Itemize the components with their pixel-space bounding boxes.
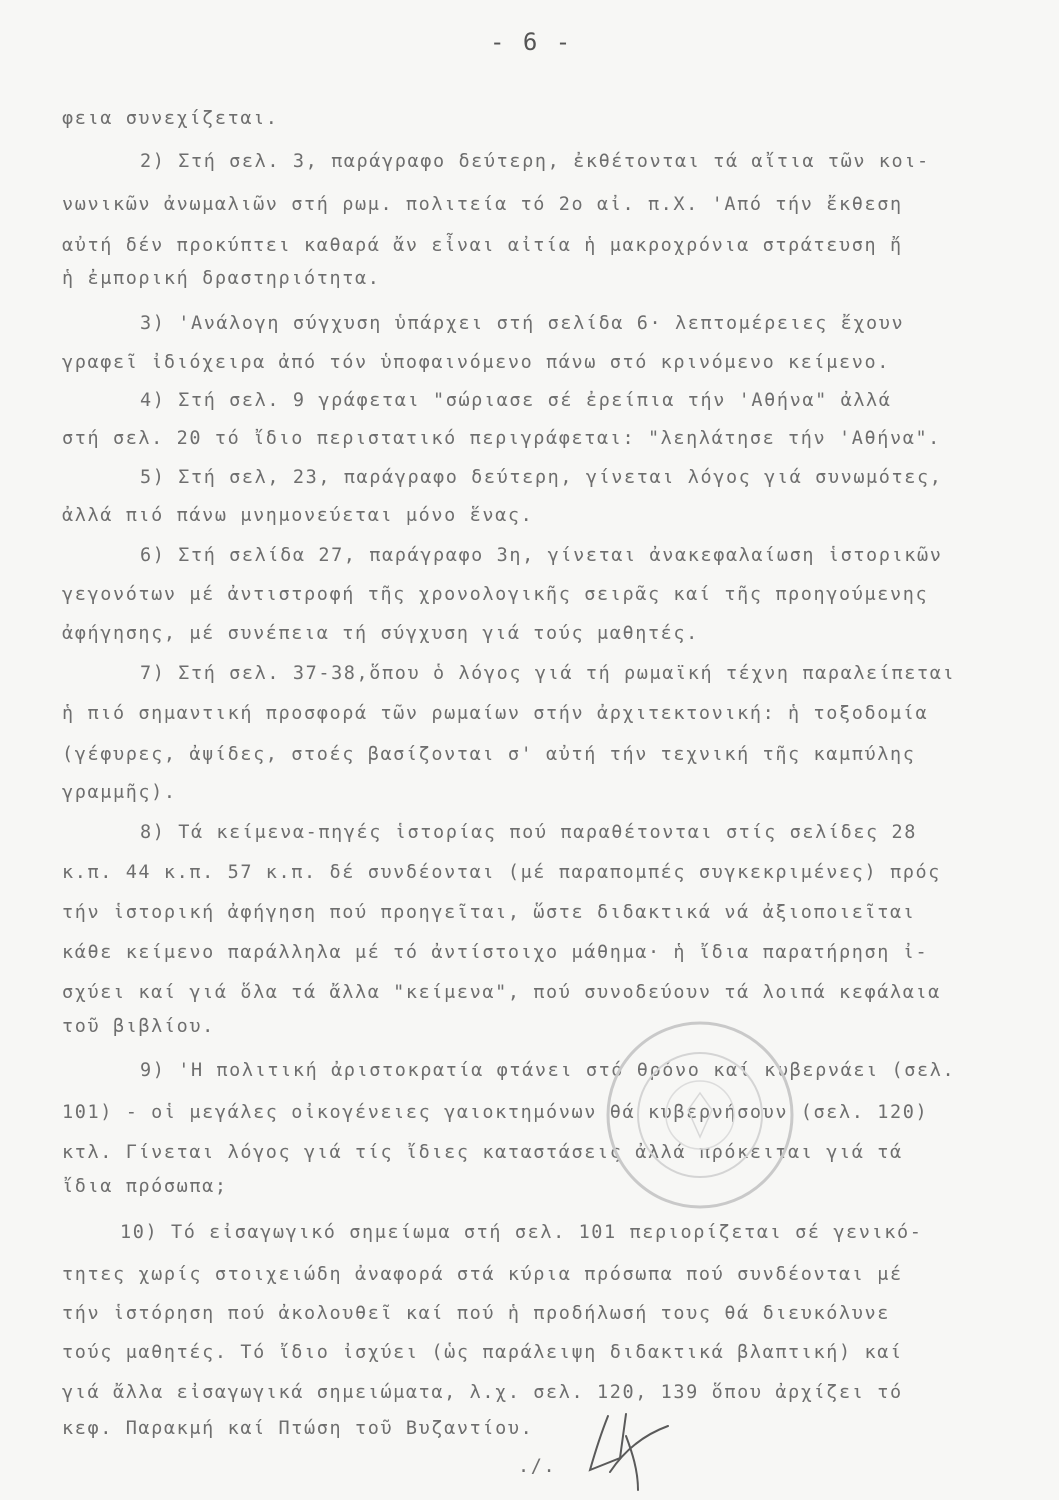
text-line: τητες χωρίς στοιχειώδη ἀναφορά στά κύρια πρόσωπα πού συνδέονται μέ: [62, 1264, 903, 1285]
text-line: ἡ πιό σημαντική προσφορά τῶν ρωμαίων στήν ἀρχιτεκτονική: ἡ τοξοδομία: [62, 703, 929, 724]
text-line: 3) 'Ανάλογη σύγχυση ὑπάρχει στή σελίδα 6· λεπτομέρειες ἔχουν: [140, 313, 905, 334]
text-line: ἡ ἐμπορική δραστηριότητα.: [62, 268, 381, 289]
text-line: στή σελ. 20 τό ἴδιο περιστατικό περιγράφεται: "λεηλάτησε τήν 'Αθήνα".: [62, 428, 941, 449]
text-line: τοῦ βιβλίου.: [62, 1016, 215, 1037]
text-line: κάθε κείμενο παράλληλα μέ τό ἀντίστοιχο μάθημα· ἡ ἴδια παρατήρηση ἰ-: [62, 942, 929, 963]
text-line: 8) Τά κείμενα-πηγές ἱστορίας πού παραθέτονται στίς σελίδες 28: [140, 822, 918, 843]
text-line: ἀφήγησης, μέ συνέπεια τή σύγχυση γιά τούς μαθητές.: [62, 623, 699, 644]
text-line: 10) Τό εἰσαγωγικό σημείωμα στή σελ. 101 περιορίζεται σέ γενικό-: [120, 1222, 923, 1243]
text-line: γεγονότων μέ ἀντιστροφή τῆς χρονολογικῆς σειρᾶς καί τῆς προηγούμενης: [62, 584, 929, 605]
text-line: (γέφυρες, ἀψίδες, στοές βασίζονται σ' αὐτή τήν τεχνική τῆς καμπύλης: [62, 744, 916, 765]
text-line: 9) 'Η πολιτική ἀριστοκρατία φτάνει στό θρόνο καί κυβερνάει (σελ.: [140, 1060, 956, 1081]
text-line: τούς μαθητές. Τό ἴδιο ἰσχύει (ὡς παράλειψη διδακτικά βλαπτική) καί: [62, 1342, 903, 1363]
text-line: 7) Στή σελ. 37-38,ὅπου ὁ λόγος γιά τή ρωμαϊκή τέχνη παραλείπεται: [140, 663, 956, 684]
page-number: - 6 -: [490, 28, 573, 56]
text-line: 101) - οἱ μεγάλες οἰκογένειες γαιοκτημόνων θά κυβερνήσουν (σελ. 120): [62, 1102, 929, 1123]
text-line: κ.π. 44 κ.π. 57 κ.π. δέ συνδέονται (μέ παραπομπές συγκεκριμένες) πρός: [62, 862, 941, 883]
text-line: ἴδια πρόσωπα;: [62, 1176, 228, 1197]
text-line: 5) Στή σελ, 23, παράγραφο δεύτερη, γίνεται λόγος γιά συνωμότες,: [140, 467, 943, 488]
text-line: νωνικῶν ἀνωμαλιῶν στή ρωμ. πολιτεία τό 2ο αἰ. π.Χ. 'Από τήν ἔκθεση: [62, 194, 903, 215]
text-line: κεφ. Παρακμή καί Πτώση τοῦ Βυζαντίου.: [62, 1418, 534, 1439]
text-line: ἀλλά πιό πάνω μνημονεύεται μόνο ἕνας.: [62, 505, 534, 526]
text-line: σχύει καί γιά ὅλα τά ἄλλα "κείμενα", πού συνοδεύουν τά λοιπά κεφάλαια: [62, 982, 941, 1003]
text-line: τήν ἱστορική ἀφήγηση πού προηγεῖται, ὥστε διδακτικά νά ἀξιοποιεῖται: [62, 902, 916, 923]
text-line: γραμμῆς).: [62, 782, 177, 803]
text-line: γραφεῖ ἰδιόχειρα ἀπό τόν ὑποφαινόμενο πάνω στό κρινόμενο κείμενο.: [62, 352, 890, 373]
text-line: 6) Στή σελίδα 27, παράγραφο 3η, γίνεται ἀνακεφαλαίωση ἱστορικῶν: [140, 545, 943, 566]
text-line: 4) Στή σελ. 9 γράφεται "σώριασε σέ ἐρείπια τήν 'Αθήνα" ἀλλά: [140, 390, 892, 411]
text-line: φεια συνεχίζεται.: [62, 108, 279, 129]
official-stamp: [600, 1015, 800, 1215]
text-line: αὐτή δέν προκύπτει καθαρά ἄν εἶναι αἰτία ἡ μακροχρόνια στράτευση ἤ: [62, 235, 903, 256]
continuation-mark: ./.: [518, 1456, 557, 1477]
text-line: τήν ἱστόρηση πού ἀκολουθεῖ καί πού ἡ προδήλωσή τους θά διευκόλυνε: [62, 1303, 890, 1324]
handwritten-signature: [580, 1412, 670, 1492]
text-line: κτλ. Γίνεται λόγος γιά τίς ἴδιες καταστάσεις ἀλλά πρόκειται γιά τά: [62, 1142, 903, 1163]
text-line: γιά ἄλλα εἰσαγωγικά σημειώματα, λ.χ. σελ. 120, 139 ὅπου ἀρχίζει τό: [62, 1382, 903, 1403]
text-line: 2) Στή σελ. 3, παράγραφο δεύτερη, ἐκθέτονται τά αἴτια τῶν κοι-: [140, 151, 930, 172]
